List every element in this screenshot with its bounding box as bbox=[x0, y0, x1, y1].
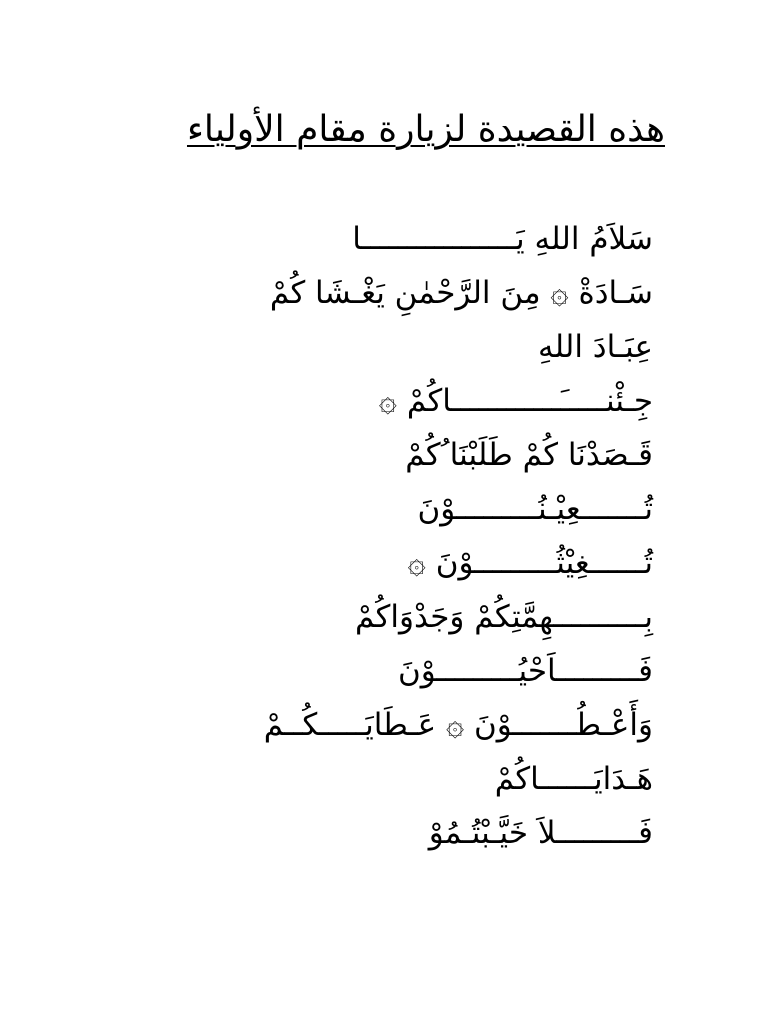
poem-line: بِــــــــــهِمَّتِكُمْ وَجَدْوَاكُمْ bbox=[355, 599, 653, 635]
poem-line: فَـــــــــاَحْيُـــــــــوْنَ bbox=[397, 653, 653, 689]
poem-line: تُــــــغِيْثُـــــــــوْنَ ۞ bbox=[407, 545, 653, 581]
poem-line: قَـصَدْنَا كُمْ طَلَبْنَا ُكُمْ bbox=[405, 437, 653, 473]
poem-line: جِـئْنـــــَــــــــــــاكُمْ ۞ bbox=[378, 383, 653, 419]
poem-body bbox=[100, 212, 653, 860]
poem-line: عِبَـادَ اللهِ bbox=[538, 329, 653, 365]
poem-line: فَـــــــــلاَ خَيَّـبْتُـمُوْ bbox=[428, 815, 653, 851]
page-title: هذه القصيدة لزيارة مقام الأولياء bbox=[186, 109, 665, 150]
poem-line: هَـدَايَــــــاكُمْ bbox=[494, 761, 653, 797]
poem-line: تُـــــــعِيْـنُـــــــــوْنَ bbox=[417, 491, 653, 527]
poem-line: وَأَعْـطُـــــــوْنَ ۞ عَـطَايَـــــكُــمْ bbox=[263, 707, 653, 743]
poem-line: سَـادَةْ ۞ مِنَ الرَّحْمٰنِ يَغْـشَا كُمْ bbox=[269, 275, 653, 311]
poem-line: سَلاَمُ اللهِ يَـــــــــــــــــا bbox=[352, 221, 653, 257]
